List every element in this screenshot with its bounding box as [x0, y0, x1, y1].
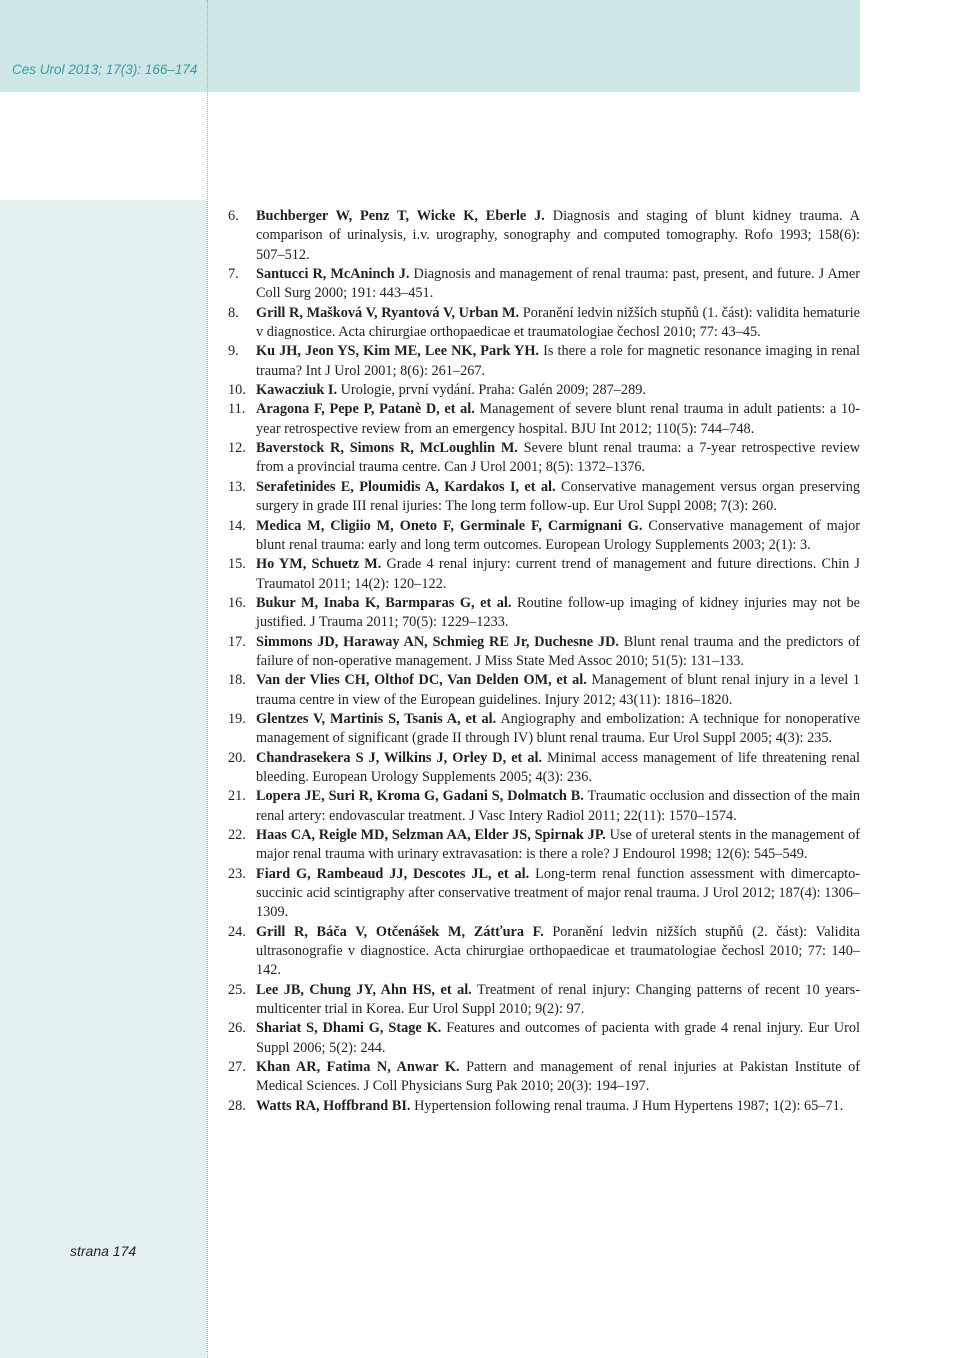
reference-item	[228, 594, 860, 633]
reference-item	[228, 265, 860, 304]
reference-authors: Kawacziuk I.	[256, 382, 338, 399]
reference-item	[228, 710, 860, 749]
reference-item	[228, 749, 860, 788]
left-margin-column	[0, 200, 207, 1358]
reference-number: 10.	[228, 382, 246, 399]
reference-authors: Baverstock R, Simons R, McLoughlin M.	[256, 440, 518, 457]
reference-text: Conservative management versus organ preserving surgery in grade III renal ijuries: The long term follow-up. Eur Urol Suppl 2008; 7(3): 260.	[256, 478, 860, 515]
reference-body	[256, 517, 860, 556]
reference-text: Routine follow-up imaging of kidney injuries may not be justified. J Trauma 2011; 70(5): 1229–1233.	[256, 594, 860, 631]
reference-body	[256, 304, 860, 343]
reference-number: 6.	[228, 208, 239, 224]
reference-item	[228, 787, 860, 826]
reference-authors: Medica M, Cligiio M, Oneto F, Germinale F, Carmignani G.	[256, 517, 643, 534]
reference-item	[228, 478, 860, 517]
reference-item	[228, 517, 860, 556]
reference-body	[256, 671, 860, 710]
reference-text: Grade 4 renal injury: current trend of management and future directions. Chin J Traumatol 2011; 14(2): 120–122.	[256, 556, 860, 592]
reference-item	[228, 865, 860, 923]
reference-body	[256, 1058, 860, 1097]
reference-number: 12.	[228, 440, 246, 457]
reference-item	[228, 207, 860, 265]
reference-authors: Glentzes V, Martinis S, Tsanis A, et al.	[256, 710, 497, 727]
reference-body	[256, 381, 860, 400]
reference-body	[256, 710, 860, 749]
reference-text: Use of ureteral stents in the management of major renal trauma with urinary extravasation: is there a role? J Endourol 1998; 12(6): 545–549.	[256, 827, 860, 863]
reference-number: 13.	[228, 478, 246, 495]
page-number: strana 174	[70, 1243, 137, 1259]
reference-authors: Fiard G, Rambeaud JJ, Descotes JL, et al.	[256, 865, 530, 882]
reference-text: Treatment of renal injury: Changing patterns of recent 10 years-multicenter trial in Korea. Eur Urol Suppl 2010; 9(2): 97.	[256, 981, 861, 1018]
reference-authors: Ho YM, Schuetz M.	[256, 556, 382, 573]
reference-authors: Aragona F, Pepe P, Patanè D, et al.	[256, 401, 475, 418]
reference-number: 14.	[228, 517, 246, 534]
reference-item	[228, 981, 860, 1020]
reference-text: Is there a role for magnetic resonance imaging in renal trauma? Int J Urol 2001; 8(6): 261–267.	[256, 343, 860, 379]
reference-item	[228, 1097, 860, 1116]
reference-number: 17.	[228, 633, 246, 650]
reference-number: 18.	[228, 672, 246, 689]
reference-item	[228, 400, 860, 439]
reference-item	[228, 381, 860, 400]
reference-text: Diagnosis and staging of blunt kidney trauma. A comparison of urinalysis, i.v. urography, sonography and computed tomography. Rofo 1993; 158(6): 507–512.	[256, 208, 860, 263]
reference-body	[256, 826, 860, 865]
reference-body	[256, 1097, 860, 1116]
reference-body	[256, 865, 860, 923]
reference-authors: Van der Vlies CH, Olthof DC, Van Delden OM, et al.	[256, 672, 587, 689]
reference-authors: Chandrasekera S J, Wilkins J, Orley D, et al.	[256, 749, 543, 766]
reference-body	[256, 594, 860, 633]
reference-text: Diagnosis and management of renal trauma: past, present, and future. J Amer Coll Surg 2000; 191: 443–451.	[256, 266, 861, 302]
reference-body	[256, 207, 860, 265]
reference-text: Minimal access management of life threatening renal bleeding. European Urology Supplements 2005; 4(3): 236.	[256, 749, 860, 785]
reference-text: Angiography and embolization: A technique for nonoperative management of significant (grade II through IV) blunt renal trauma. Eur Urol Suppl 2005; 4(3): 235.	[256, 710, 860, 747]
column-divider	[207, 0, 208, 1358]
reference-body	[256, 923, 860, 981]
reference-body	[256, 981, 860, 1020]
reference-authors: Bukur M, Inaba K, Barmparas G, et al.	[256, 594, 512, 611]
header-band	[0, 0, 860, 92]
reference-authors: Grill R, Mašková V, Ryantová V, Urban M.	[256, 304, 520, 321]
reference-item	[228, 342, 860, 381]
reference-number: 28.	[228, 1097, 246, 1114]
reference-number: 25.	[228, 981, 246, 998]
reference-list	[228, 207, 860, 1116]
reference-authors: Grill R, Báča V, Otčenášek M, Zátťura F.	[256, 923, 544, 940]
reference-number: 11.	[228, 401, 246, 418]
reference-authors: Watts RA, Hoffbrand BI.	[256, 1097, 411, 1114]
reference-body	[256, 787, 860, 826]
reference-body	[256, 1019, 860, 1058]
reference-authors: Lopera JE, Suri R, Kroma G, Gadani S, Dolmatch B.	[256, 788, 584, 805]
reference-body	[256, 439, 860, 478]
reference-text: Management of severe blunt renal trauma in adult patients: a 10-year retrospective review from an emergency hospital. BJU Int 2012; 110(5): 744–748.	[256, 401, 861, 437]
reference-text: Traumatic occlusion and dissection of the main renal artery: endovascular treatment. J Vasc Intery Radiol 2011; 22(11): 1570–1574.	[256, 788, 860, 824]
reference-text: Conservative management of major blunt renal trauma: early and long term outcomes. European Urology Supplements 2003; 2(1): 3.	[256, 517, 860, 553]
reference-number: 23.	[228, 865, 246, 882]
reference-text: Hypertension following renal trauma. J Hum Hypertens 1987; 1(2): 65–71.	[410, 1097, 844, 1114]
reference-text: Poranění ledvin nižších stupňů (1. část): validita hematurie v diagnostice. Acta chirurgiae orthopaedicae et traumatologiae čechosl 2010; 77: 43–45.	[256, 304, 860, 341]
reference-number: 19.	[228, 710, 246, 727]
reference-body	[256, 555, 860, 594]
reference-authors: Santucci R, McAninch J.	[256, 266, 410, 283]
reference-number: 20.	[228, 749, 246, 766]
reference-item	[228, 923, 860, 981]
reference-item	[228, 671, 860, 710]
reference-item	[228, 826, 860, 865]
reference-number: 15.	[228, 556, 246, 573]
reference-number: 8.	[228, 304, 239, 321]
reference-authors: Haas CA, Reigle MD, Selzman AA, Elder JS, Spirnak JP.	[256, 827, 606, 843]
reference-body	[256, 342, 860, 381]
journal-reference: Ces Urol 2013; 17(3): 166–174	[12, 62, 198, 77]
reference-authors: Ku JH, Jeon YS, Kim ME, Lee NK, Park YH.	[256, 343, 540, 360]
reference-item	[228, 1019, 860, 1058]
reference-number: 26.	[228, 1020, 246, 1037]
reference-text: Management of blunt renal injury in a level 1 trauma centre in view of the European guidelines. Injury 2012; 43(11): 1816–1820.	[256, 672, 860, 708]
reference-text: Poranění ledvin nižších stupňů (2. část): Validita ultrasonografie v diagnostice. Acta chirurgiae orthopaedicae et traumatologiae čechosl 2010; 77: 140–142.	[256, 923, 861, 979]
reference-text: Severe blunt renal trauma: a 7-year retrospective review from a provincial trauma centre. Can J Urol 2001; 8(5): 1372–1376.	[256, 440, 861, 476]
reference-number: 24.	[228, 923, 246, 940]
reference-text: Urologie, první vydání. Praha: Galén 2009; 287–289.	[337, 382, 646, 399]
reference-authors: Serafetinides E, Ploumidis A, Kardakos I, et al.	[256, 478, 556, 495]
reference-item	[228, 555, 860, 594]
reference-body	[256, 478, 860, 517]
reference-authors: Buchberger W, Penz T, Wicke K, Eberle J.	[256, 208, 545, 224]
reference-authors: Simmons JD, Haraway AN, Schmieg RE Jr, Duchesne JD.	[256, 633, 619, 650]
reference-number: 22.	[228, 827, 246, 843]
reference-text: Features and outcomes of pacienta with grade 4 renal injury. Eur Urol Suppl 2006; 5(2): 244.	[256, 1020, 860, 1056]
reference-authors: Khan AR, Fatima N, Anwar K.	[256, 1059, 460, 1076]
reference-authors: Lee JB, Chung JY, Ahn HS, et al.	[256, 981, 472, 998]
reference-number: 27.	[228, 1059, 246, 1076]
reference-item	[228, 1058, 860, 1097]
reference-text: Blunt renal trauma and the predictors of failure of non-operative management. J Miss State Med Assoc 2010; 51(5): 131–133.	[256, 633, 860, 669]
reference-text: Pattern and management of renal injuries at Pakistan Institute of Medical Sciences. J Coll Physicians Surg Pak 2010; 20(3): 194–197.	[256, 1059, 860, 1095]
reference-item	[228, 633, 860, 672]
reference-number: 9.	[228, 343, 239, 360]
reference-authors: Shariat S, Dhami G, Stage K.	[256, 1020, 442, 1037]
reference-body	[256, 749, 860, 788]
reference-body	[256, 400, 860, 439]
reference-number: 16.	[228, 594, 246, 611]
reference-item	[228, 304, 860, 343]
reference-number: 7.	[228, 266, 239, 283]
reference-item	[228, 439, 860, 478]
reference-number: 21.	[228, 788, 246, 805]
reference-body	[256, 633, 860, 672]
reference-text: Long-term renal function assessment with dimercapto-succinic acid scintigraphy after conservative treatment of major renal trauma. J Urol 2012; 187(4): 1306–1309.	[256, 865, 860, 921]
reference-body	[256, 265, 860, 304]
